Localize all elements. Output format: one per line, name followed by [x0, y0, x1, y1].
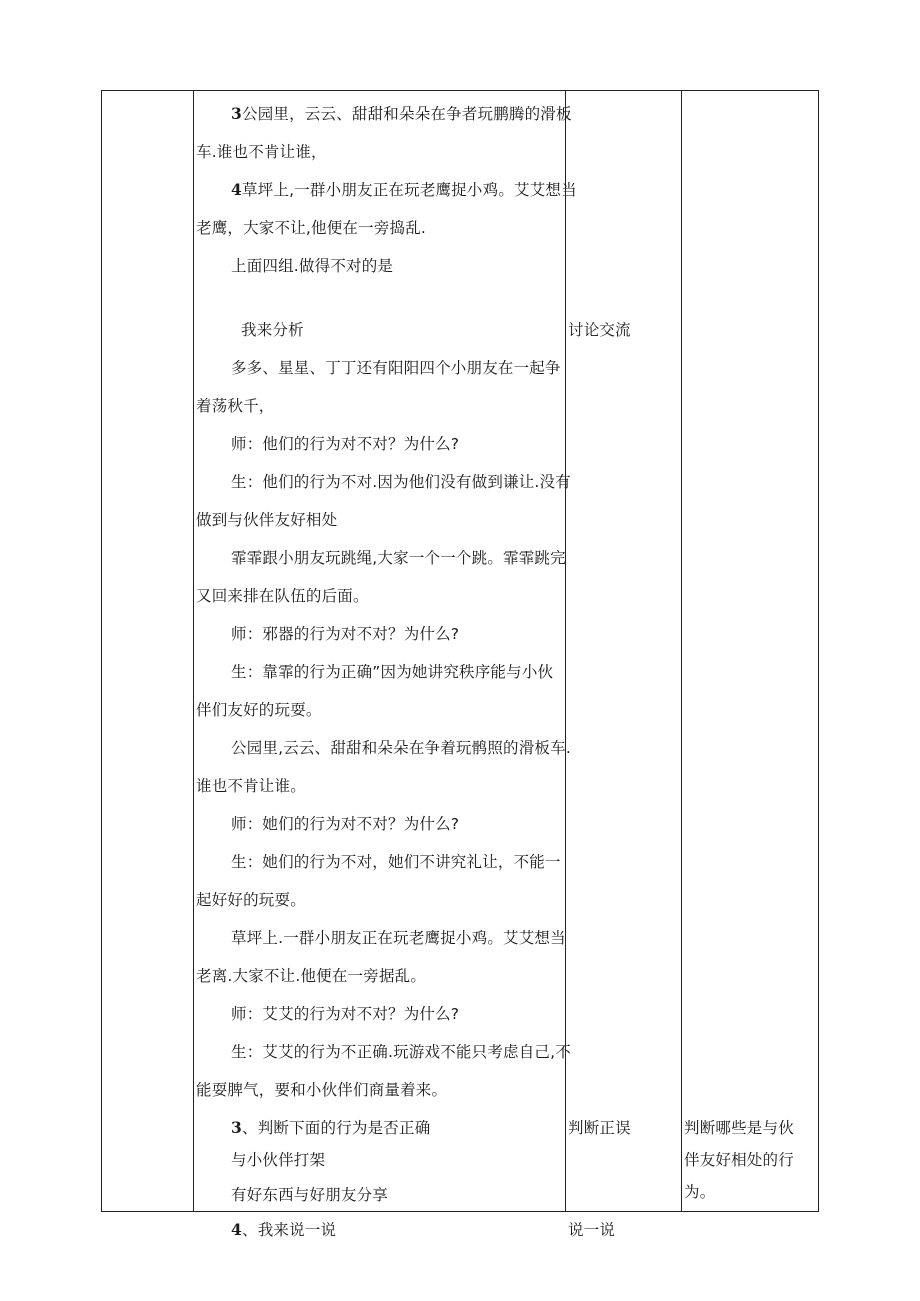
- section-heading: 4、我来说一说: [231, 1220, 337, 1239]
- intent-text: 为。: [684, 1183, 716, 1201]
- teacher-question: 师：邪器的行为对不对？为什么?: [231, 625, 460, 643]
- activity-label: 说一说: [568, 1221, 616, 1239]
- paragraph: 4草坪上,一群小朋友正在玩老鹰捉小鸡。艾艾想当: [231, 180, 577, 199]
- section-heading: 3、判断下面的行为是否正确: [231, 1118, 431, 1137]
- student-answer: 生：艾艾的行为不正确.玩游戏不能只考虑自己,不: [231, 1043, 571, 1061]
- list-item: 与小伙伴打架: [231, 1151, 326, 1169]
- teacher-question: 师：她们的行为对不对？为什么?: [231, 815, 460, 833]
- paragraph-continuation: 能耍脾气，要和小伙伴们商量着来。: [196, 1081, 448, 1099]
- paragraph-continuation: 起好好的玩耍。: [196, 891, 306, 909]
- student-answer: 生：她们的行为不对，她们不讲究礼让，不能一: [231, 853, 561, 871]
- lesson-table: [101, 90, 819, 1239]
- paragraph-continuation: 又回来排在队伍的后面。: [196, 587, 369, 605]
- paragraph-continuation: 着荡秋千，: [196, 397, 275, 415]
- teacher-question: 师：艾艾的行为对不对？为什么?: [231, 1005, 460, 1023]
- paragraph: 3公园里，云云、甜甜和朵朵在争者玩鹏腾的滑板: [231, 104, 572, 123]
- intent-text: 判断哪些是与伙: [684, 1119, 794, 1137]
- paragraph: 草坪上.一群小朋友正在玩老鹰捉小鸡。艾艾想当: [231, 929, 566, 947]
- intent-text: 伴友好相处的行: [684, 1151, 794, 1169]
- teacher-question: 师：他们的行为对不对？为什么?: [231, 435, 460, 453]
- design-intent-column: [682, 91, 819, 1211]
- paragraph: 多多、星星、丁丁还有阳阳四个小朋友在一起争: [231, 359, 561, 377]
- paragraph-continuation: 做到与伙伴友好相处: [196, 511, 338, 529]
- paragraph-continuation: 老鹰，大家不让,他便在一旁捣乱.: [196, 219, 427, 237]
- student-answer: 生：他们的行为不对.因为他们没有做到谦让.没有: [231, 473, 571, 491]
- list-item: 有好东西与好朋友分享: [231, 1186, 389, 1204]
- teaching-content-column: [194, 91, 577, 1239]
- paragraph-continuation: 老离.大家不让.他便在一旁据乱。: [196, 967, 427, 985]
- paragraph: 公园里,云云、甜甜和朵朵在争着玩鹘照的滑板车.: [231, 739, 571, 757]
- paragraph-continuation: 车.谁也不肯让谁，: [196, 143, 327, 161]
- activity-label: 讨论交流: [568, 321, 631, 339]
- question-text: 上面四组.做得不对的是: [231, 257, 394, 275]
- section-heading: 我来分析: [241, 321, 304, 339]
- paragraph: 霏霏跟小朋友玩跳绳,大家一个一个跳。霏霏跳完: [231, 549, 566, 567]
- activity-label: 判断正误: [568, 1119, 631, 1137]
- student-activity-column: [566, 91, 682, 1239]
- paragraph-continuation: 谁也不肯让谁。: [196, 777, 306, 795]
- student-answer: 生：靠霏的行为正确”因为她讲究秩序能与小伙: [231, 663, 554, 681]
- paragraph-continuation: 伴们友好的玩耍。: [196, 701, 322, 719]
